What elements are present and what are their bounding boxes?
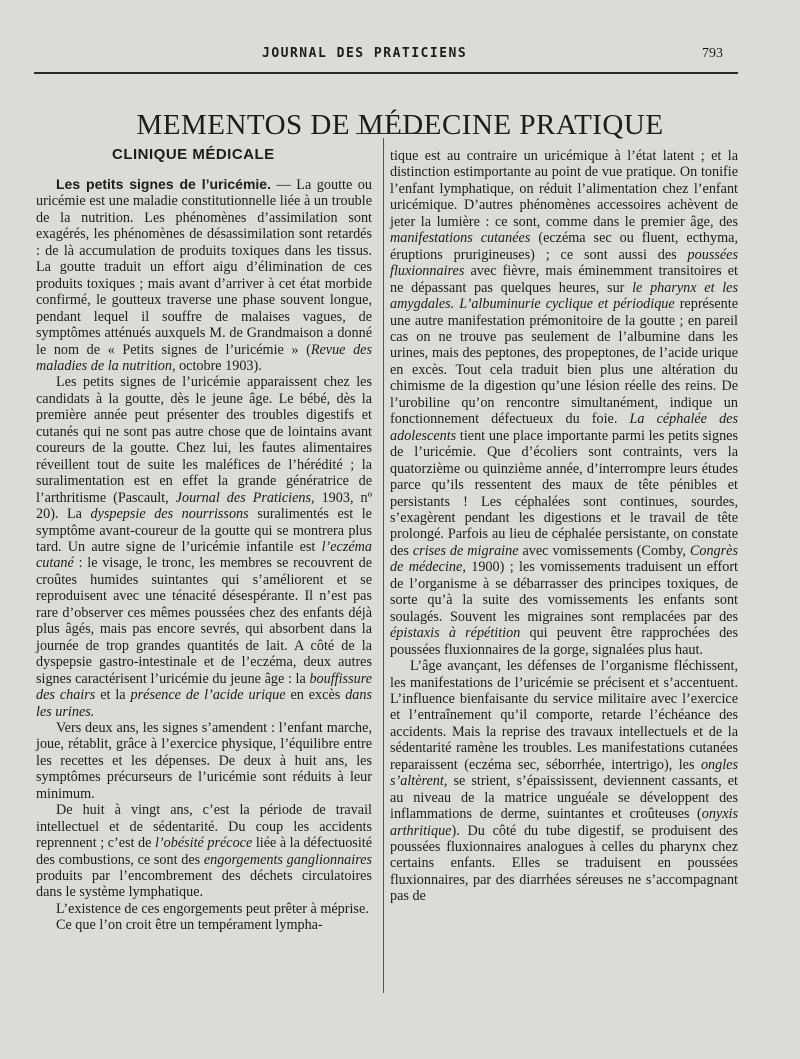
emphasis: manifestations cutanées: [390, 230, 531, 247]
title-rule: [356, 133, 434, 134]
emphasis: onyxis arthritique: [390, 806, 738, 839]
paragraph: Vers deux ans, les signes s’amendent : l’enfant marche, joue, rétablit, grâce à l’exercice physique, l’équilibre entre les recettes et les dépenses. De deux à huit ans, les symptômes précurseurs de l’uricémie sont réduits à leur minimum.: [36, 719, 372, 802]
text-run: : le visage, le tronc, les membres se recouvrent de croûtes humides suintantes qui s’améliorent et se reproduisent avec une ténacité désespérante. Il n’est pas rare d’observer ces mêmes poussées chez des enfants déjà plus âgés, mais pas encore sevrés, qui absorbent dans la journée de trop grandes quantités de lait. A côté de la dyspepsie gastro-intestinale et de l’eczéma, deux autres signes caractérisent l’uricémie du jeune âge : la: [36, 555, 372, 687]
page-title: MEMENTOS DE MÉDECINE PRATIQUE: [136, 109, 664, 142]
text-run: qui peuvent être rapprochées des poussées fluxionnaires de la gorge, signalées plus haut.: [390, 625, 738, 658]
emphasis: ongles s’altèrent,: [390, 756, 738, 790]
section-heading: CLINIQUE MÉDICALE: [112, 146, 275, 163]
paragraph: [36, 374, 372, 720]
emphasis: présence de l’acide urique: [130, 687, 286, 704]
text-run: octobre 1903).: [175, 357, 262, 374]
journal-title: JOURNAL DES PRATICIENS: [262, 46, 468, 61]
paragraph: Ce que l’on croit être un tempérament lympha-: [56, 917, 323, 934]
text-run: tique est au contraire un uricémique à l’état latent ; et la distinction estimportante au point de vue pratique. On tonifie l’enfant lymphatique, on réduit l’alimentation chez l’enfant uricémique. D’autres phénomènes accessoires achèvent de jeter la lumière : ce sont, comme dans le premier âge, des: [390, 148, 738, 230]
text-run: suralimentés est le symptôme avant-coureur de la goutte qui se montrera plus tard. Un autre signe de l’uricémie infantile est: [36, 506, 372, 555]
citation: Revue des maladies de la nutrition,: [36, 341, 372, 374]
paragraph: [36, 802, 372, 901]
text-run: L’âge avançant, les défenses de l’organisme fléchissent, les manifestations de l’uricémie se précisent et s’accentuent. L’influence bienfaisante du service militaire avec l’exercice et l’entraînement qu’il comporte, retarde l’échéance des accidents. Mais la reprise des travaux intellectuels et de la sédentarité ramène les troubles. Les manifestations cutanées reparaissent (eczéma sec, séborrhée, intertrigo), les: [390, 658, 738, 773]
text-run: en excès: [285, 687, 346, 704]
paragraph: L’existence de ces engorgements peut prêter à méprise.: [56, 900, 369, 917]
emphasis: engorgements ganglionnaires: [203, 851, 373, 868]
emphasis: l’eczéma cutané: [36, 538, 372, 572]
text-run: se strient, s’épaississent, deviennent cassants, et au niveau de la matrice unguéale se développent des inflammations de derme, suintantes et croûteuses (: [390, 773, 738, 823]
page-number: 793: [702, 46, 723, 61]
emphasis: crises de migraine: [412, 542, 519, 559]
text-run: avec vomissements (Comby,: [518, 542, 690, 559]
text-run: avec fièvre, mais éminemment transitoires et ne dépassant pas quelques heures, sur: [390, 263, 738, 296]
emphasis: La céphalée des adolescents: [390, 411, 739, 444]
paragraph: [390, 148, 738, 658]
emphasis: dyspepsie des nourrissons: [90, 506, 249, 523]
left-column: [36, 176, 372, 934]
paragraph: [36, 176, 372, 374]
text-run: — La goutte ou uricémie est une maladie constitutionnelle liée à un trouble de la nutrition. Les phénomènes d’assimilation sont exagérés, les phénomènes de désassimilation sont retardés : de là accumulation de produits toxiques dans les tissus. La goutte traduit un effort aigu d’élimination de ces produits toxiques ; mais avant d’arriver à cet état morbide confirmé, le goutteux traverse une phase souvent longue, pendant lequel il souffre de malaises vagues, de symptômes atténués auxquels M. de Grandmaison a donné le nom de « Petits signes de l’uricémie » (: [36, 177, 372, 358]
text-run: 1903, nº 20). La: [36, 489, 372, 523]
text-run: et la: [95, 687, 131, 704]
emphasis: le pharynx et les amygdales. L’albuminurie cyclique et périodique: [390, 279, 738, 313]
emphasis: l’obésité précoce: [154, 835, 253, 852]
running-head: [0, 46, 800, 66]
text-run: De huit à vingt ans, c’est la période de travail intellectuel et de sédentarité. Du coup les accidents reprennent ; c’est de: [36, 802, 372, 852]
text-run: 1900) ; les vomissements traduisent un effort de l’organisme à se débarrasser des principes toxiques, de sorte qu’à la suite des vomissements les enfants sont soulagés. Souvent les migraines sont remplacées par des: [390, 559, 738, 625]
emphasis: épistaxis à répétition: [390, 625, 521, 642]
text-run: représente une autre manifestation prémonitoire de la goutte ; en pareil cas on ne trouve pas seulement de l’albumine dans les urines, mais des peptones, des propeptones, de l’acide urique en excès. Tout cela traduit bien plus une altération du chimisme de la digestion qu’une lésion réelle des reins. De l’urobiline qu’on rencontre simultanément, indique un fonctionnement défectueux du foie.: [390, 296, 738, 428]
text-run: Les petits signes de l’uricémie apparaissent chez les candidats à la goutte, dès le jeune âge. Le bébé, dès la première année peut présenter des troubles digestifs et cutanés qui ne sont pas autre chose que de lointains avant coureurs de la goutte. Chez lui, les fautes alimentaires réveillent tout de suite les maléfices de l’hérédité ; la suralimentation est en effet la grande génératrice de l’arthritisme (Pascault,: [36, 374, 372, 506]
citation: Congrès de médecine,: [390, 542, 738, 576]
column-divider: [383, 138, 384, 993]
text-run: ). Du côté du tube digestif, se produisent des poussées fluxionnaires analogues à celles du pharynx chez certains enfants. Elles se traduisent en poussées fluxionnaires, par des diarrhées séreuses ne s’accompagnant pas de: [390, 822, 738, 905]
emphasis: dans les urines.: [36, 687, 372, 720]
header-rule: [34, 72, 738, 74]
text-run: liée à la défectuosité des combustions, ce sont des: [36, 835, 373, 868]
emphasis: poussées fluxionnaires: [390, 246, 738, 280]
text-run: (eczéma sec ou fluent, ecthyma, éruptions prurigineuses) ; ce sont aussi des: [390, 230, 738, 263]
paragraph: [390, 658, 738, 905]
text-run: tient une place importante parmi les petits signes de l’uricémie. Que d’écoliers sont contraints, vers la quatorzième ou quinzième année, d’interrompre leurs études parce qu’ils ressentent des maux de tête pénibles et persistants ! Les céphalées sont continues, sourdes, s’exagèrent pendant les digestions et le travail de tête prolongé. Parfois au lieu de céphalée persistante, on constate des: [390, 427, 738, 559]
emphasis: bouffissure des chairs: [36, 670, 372, 704]
text-run: produits par l’encombrement des déchets circulatoires dans le système lymphatique.: [36, 868, 372, 901]
article-lead: Les petits signes de l’uricémie.: [56, 176, 271, 192]
right-column: [390, 148, 738, 905]
citation: Journal des Praticiens,: [175, 489, 315, 506]
